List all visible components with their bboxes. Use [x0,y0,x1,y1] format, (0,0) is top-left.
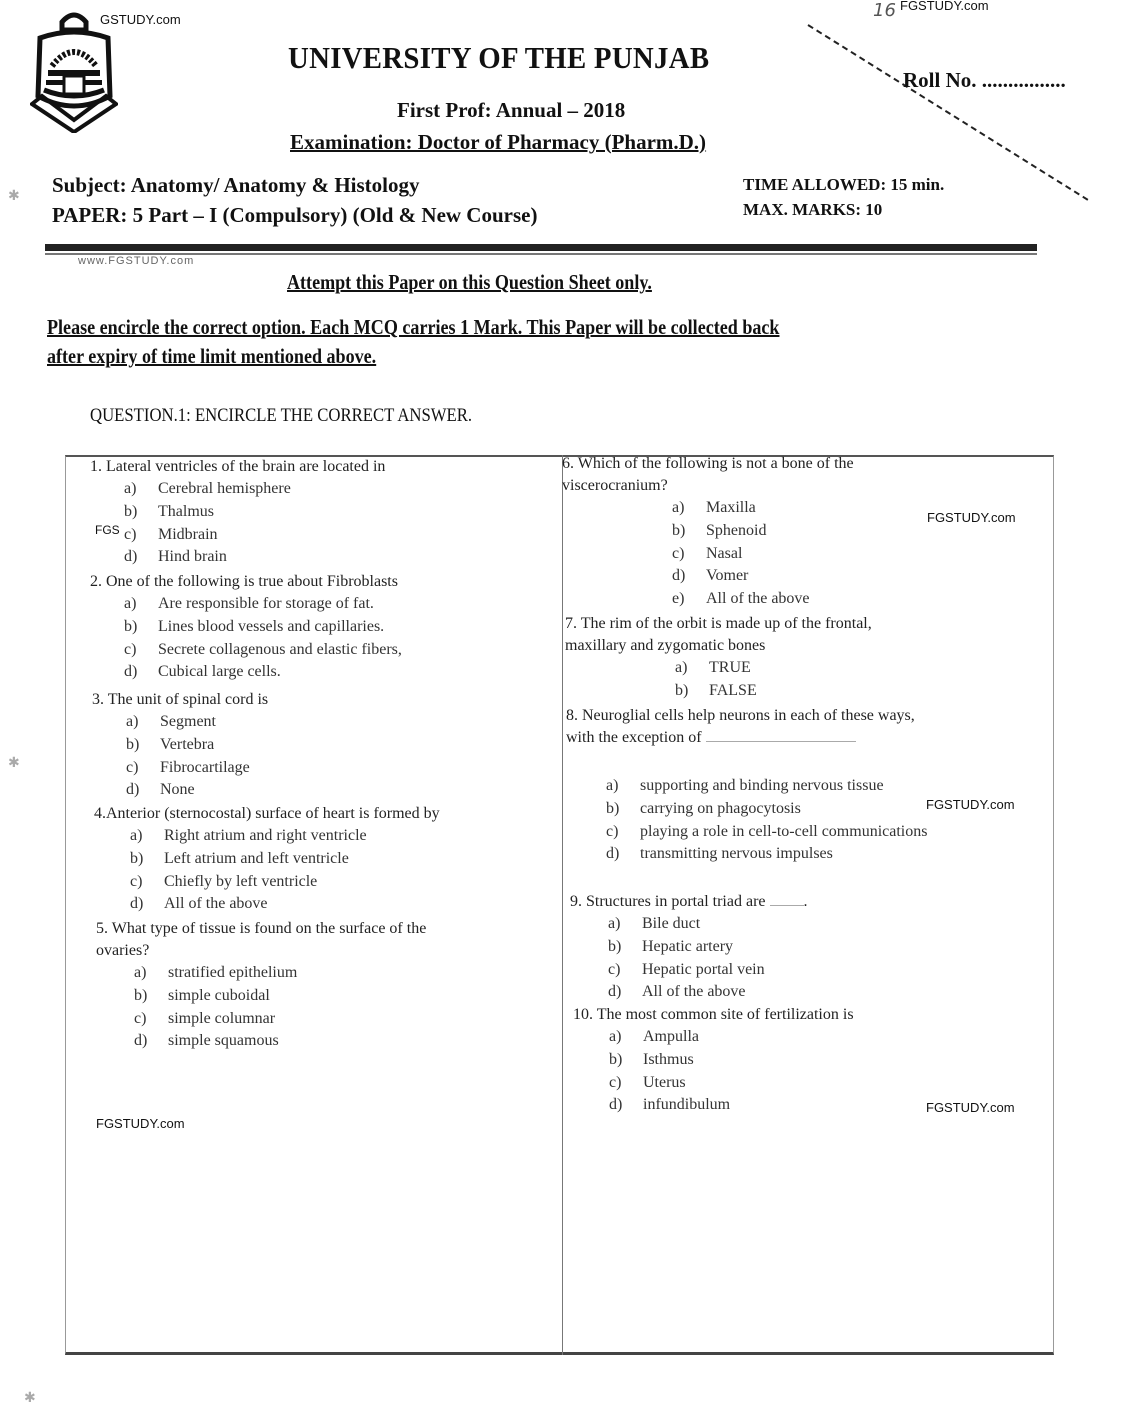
time-allowed: TIME ALLOWED: 15 min. [743,175,945,194]
option-c[interactable]: c) Fibrocartilage [126,758,250,776]
option-a[interactable]: a) Are responsible for storage of fat. [124,595,374,612]
question-text: 3. The unit of spinal cord is [92,691,269,708]
question-6 [562,453,854,611]
option-c[interactable]: c) Chiefly by left ventricle [130,872,318,890]
max-marks: MAX. MARKS: 10 [743,200,883,219]
option-a[interactable]: a) Cerebral hemisphere [124,480,291,497]
option-c[interactable]: c) Hepatic portal vein [608,960,765,978]
answer-blank [706,741,856,742]
option-a[interactable]: a) Ampulla [609,1028,699,1045]
question-7 [565,613,872,703]
option-d[interactable]: d) infundibulum [609,1096,731,1114]
question-text-line1: 6. Which of the following is not a bone of the [562,455,854,472]
option-b[interactable]: b) Isthmus [609,1050,694,1068]
option-b[interactable]: b) Sphenoid [672,521,767,539]
question-9 [570,891,808,1004]
watermark-top-right: FGSTUDY.com [900,0,989,13]
watermark-left-bottom: FGSTUDY.com [96,1116,185,1131]
option-a[interactable]: a) supporting and binding nervous tissue [606,777,884,794]
question-text-line1: 5. What type of tissue is found on the surface of the [96,920,427,937]
university-title: UNIVERSITY OF THE PUNJAB [288,40,710,75]
question-3 [92,689,268,802]
handwritten-page-number: 16 [873,0,896,21]
option-b[interactable]: b) Left atrium and left ventricle [130,849,349,867]
question-text-line2: ovaries? [96,942,150,959]
watermark-right-q6: FGSTUDY.com [927,510,1016,525]
question-5 [96,918,426,1053]
question-8 [566,705,927,866]
instruction-attempt: Attempt this Paper on this Question Sheet only. [287,270,652,294]
instruction-encircle: Please encircle the correct option. Each MCQ carries 1 Mark. This Paper will be collected back [47,315,780,339]
question-text: 2. One of the following is true about Fibroblasts [90,573,398,590]
option-b[interactable]: b) Vertebra [126,735,215,753]
scan-speck: ✱ [8,189,20,204]
paper-line: PAPER: 5 Part – I (Compulsory) (Old & New Course) [52,203,538,227]
examination-title: Examination: Doctor of Pharmacy (Pharm.D.) [290,130,707,154]
option-a[interactable]: a) TRUE [675,659,751,676]
roll-number-field: Roll No. ................ [903,68,1066,92]
question-text: 1. Lateral ventricles of the brain are located in [90,458,386,475]
watermark-right-bottom: FGSTUDY.com [926,1100,1015,1115]
option-b[interactable]: b) Lines blood vessels and capillaries. [124,617,385,635]
option-b[interactable]: b) simple cuboidal [134,986,270,1004]
option-d[interactable]: d) None [126,781,195,799]
question-text: 4.Anterior (sternocostal) surface of heart is formed by [94,805,440,822]
option-d[interactable]: d) Hind brain [124,548,227,566]
option-a[interactable]: a) Segment [126,713,216,730]
question-text-line1: 7. The rim of the orbit is made up of the frontal, [565,615,872,632]
question-4 [94,803,440,916]
option-c[interactable]: c) simple columnar [134,1009,276,1027]
watermark-left-mid: FGS [95,523,120,537]
question-text-line2: viscerocranium? [562,477,668,494]
question-text: 9. Structures in portal triad are . [570,893,808,910]
question-text-line1: 8. Neuroglial cells help neurons in each of these ways, [566,707,915,724]
option-c[interactable]: c) playing a role in cell-to-cell communications [606,822,928,840]
option-a[interactable]: a) Maxilla [672,499,756,516]
answer-blank [770,905,804,906]
exam-session: First Prof: Annual – 2018 [397,98,626,122]
option-a[interactable]: a) Bile duct [608,915,701,932]
option-c[interactable]: c) Nasal [672,544,743,562]
option-b[interactable]: b) Thalmus [124,502,214,520]
option-e[interactable]: e) All of the above [672,590,810,608]
instruction-expiry: after expiry of time limit mentioned above. [47,344,377,368]
question-2 [90,571,402,684]
question-text: 10. The most common site of fertilization is [573,1006,854,1023]
scan-speck: ✱ [24,1391,36,1406]
option-d[interactable]: d) simple squamous [134,1032,279,1050]
question-1 [90,456,385,569]
option-b[interactable]: b) FALSE [675,681,757,699]
question-10 [573,1004,854,1117]
option-b[interactable]: b) Hepatic artery [608,937,734,955]
option-a[interactable]: a) stratified epithelium [134,964,298,981]
question-heading: QUESTION.1: ENCIRCLE THE CORRECT ANSWER. [90,405,473,426]
option-a[interactable]: a) Right atrium and right ventricle [130,827,367,844]
header-rule [45,244,1037,251]
option-c[interactable]: c) Uterus [609,1073,686,1091]
option-c[interactable]: c) Midbrain [124,525,218,543]
option-c[interactable]: c) Secrete collagenous and elastic fibers, [124,640,402,658]
watermark-under-rule: www.FGSTUDY.com [78,255,195,267]
watermark-top-left: GSTUDY.com [100,12,181,27]
option-d[interactable]: d) Cubical large cells. [124,663,281,681]
option-d[interactable]: d) Vomer [672,567,749,585]
option-d[interactable]: d) All of the above [130,895,268,913]
option-d[interactable]: d) transmitting nervous impulses [606,845,833,863]
scan-speck: ✱ [8,756,20,771]
subject-line: Subject: Anatomy/ Anatomy & Histology [52,173,420,197]
watermark-right-q8: FGSTUDY.com [926,797,1015,812]
option-d[interactable]: d) All of the above [608,983,746,1001]
question-text-line2: maxillary and zygomatic bones [565,637,766,654]
question-text-line2: with the exception of [566,727,927,749]
option-b[interactable]: b) carrying on phagocytosis [606,799,801,817]
